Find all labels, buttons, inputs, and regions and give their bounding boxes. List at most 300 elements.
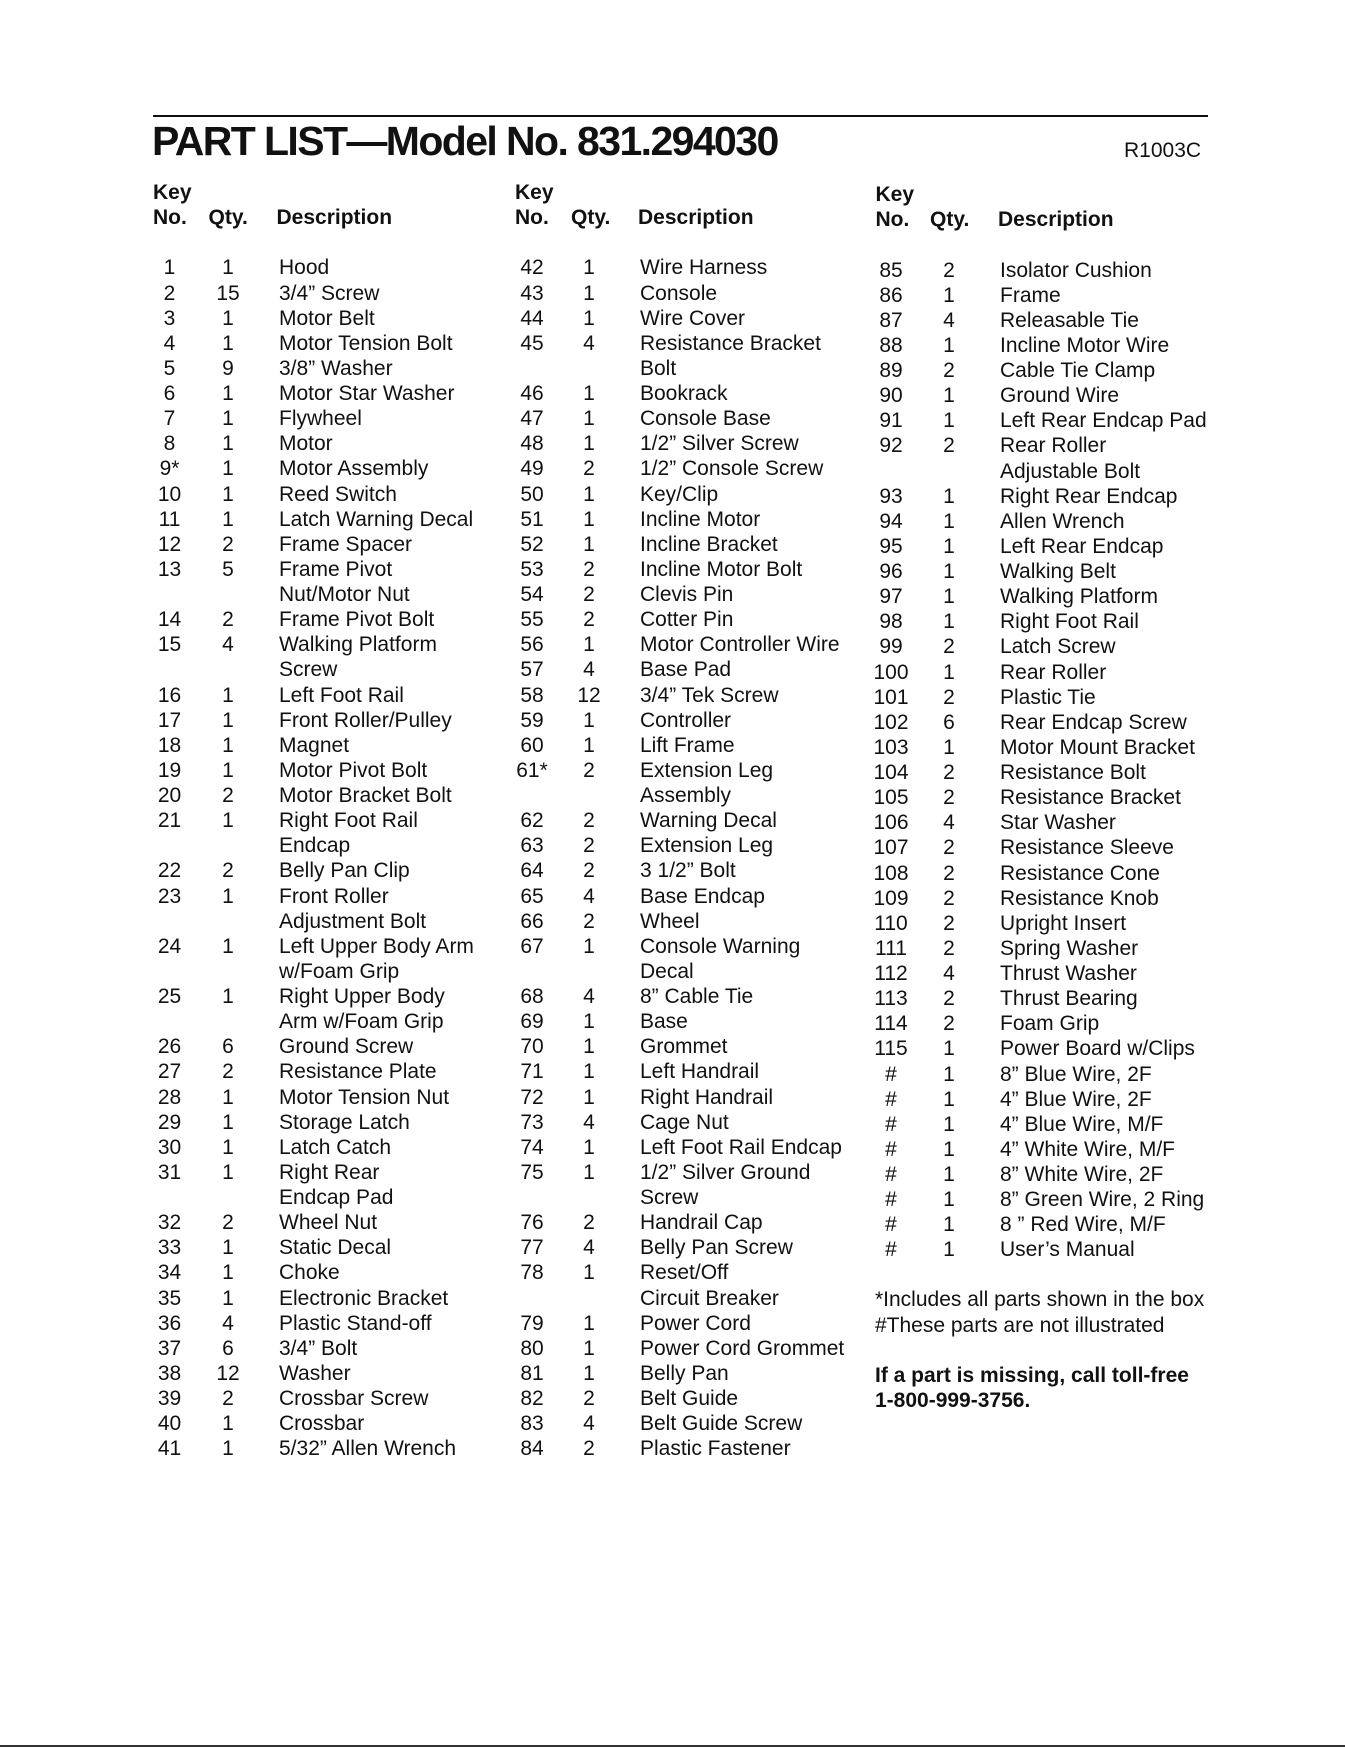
part-row [500,1135,860,1160]
part-quantity: 1 [583,432,595,456]
part-description: Crossbar Screw [279,1387,429,1411]
part-description: Wheel [640,909,700,933]
part-key-number: 32 [157,1211,182,1235]
part-quantity: 4 [943,308,955,332]
part-row [500,657,860,682]
part-row [500,1085,860,1110]
part-description: Incline Bracket [640,532,778,556]
part-description: Belly Pan Clip [279,859,410,883]
part-description: Motor Controller Wire [640,633,840,657]
part-quantity: 1 [583,256,595,280]
part-row [860,1112,1330,1137]
part-key-number: 6 [163,382,176,406]
part-key-number: 54 [520,583,544,607]
column-header-qty: Qty. [571,206,611,229]
part-key-number: 16 [157,683,182,707]
part-key-number: 86 [879,283,903,307]
part-quantity: 1 [583,382,595,406]
part-description: Right Upper Body Arm w/Foam Grip [279,985,445,1034]
part-row [500,1034,860,1059]
part-key-number: 65 [520,884,544,908]
part-row [860,1011,1330,1036]
part-key-number: 93 [879,484,903,508]
part-description: Washer [279,1361,351,1385]
part-key-number: 37 [157,1336,182,1360]
part-key-number: 46 [520,382,544,406]
part-description: Base Endcap [640,884,765,908]
part-description: Hood [279,256,330,280]
part-quantity: 1 [222,1286,234,1310]
part-description: Ground Screw [279,1035,414,1059]
part-description: Star Washer [1000,811,1116,835]
part-quantity: 2 [943,836,955,860]
scan-edge-line [0,1745,1345,1747]
part-description: Warning Decal [640,809,777,833]
part-quantity: 1 [583,1135,595,1159]
part-quantity: 1 [222,1412,234,1436]
part-description: Resistance Bracket [1000,786,1181,810]
part-key-number: 38 [157,1361,182,1385]
part-description: Frame Spacer [279,532,413,556]
part-row [130,507,515,532]
part-key-number: 63 [520,834,544,858]
part-key-number: 115 [874,1037,908,1061]
part-key-number: 34 [157,1261,182,1285]
part-description: Front Roller/Pulley [279,708,452,732]
part-quantity: 1 [943,534,955,558]
part-quantity: 2 [943,911,955,935]
part-description: Foam Grip [1000,1012,1100,1036]
part-row [860,886,1330,911]
part-quantity: 2 [943,886,955,910]
part-key-number: 64 [520,859,544,883]
part-key-number: 94 [879,509,903,533]
part-key-number: 59 [520,708,544,732]
part-row [130,1411,515,1436]
part-description: Motor Star Washer [279,382,455,406]
part-row [130,758,515,783]
part-key-number: 47 [520,407,544,431]
part-quantity: 12 [577,683,601,707]
part-description: Reed Switch [279,482,397,506]
part-quantity: 4 [583,1412,595,1436]
part-key-number: 23 [157,884,182,908]
part-key-number: 42 [520,256,544,280]
part-description: Base Pad [640,658,732,682]
part-key-number: # [885,1087,897,1111]
part-quantity: 4 [943,811,955,835]
part-key-number: 40 [157,1412,182,1436]
part-row [500,507,860,532]
part-row [130,607,515,632]
part-quantity: 4 [583,985,595,1009]
part-quantity: 2 [222,859,234,883]
part-row [860,760,1330,785]
part-quantity: 1 [943,333,955,357]
part-description: Right Rear Endcap Pad [279,1160,394,1210]
part-quantity: 2 [222,1211,234,1235]
part-description: Lift Frame [640,733,735,757]
part-key-number: 35 [157,1286,182,1310]
part-quantity: 1 [222,1085,234,1109]
part-row [500,255,860,280]
part-row [500,1336,860,1361]
part-quantity: 1 [943,1087,955,1111]
part-quantity: 1 [583,281,595,305]
footnote-hash: #These parts are not illustrated [875,1313,1165,1337]
part-row [130,1260,515,1285]
part-key-number: 7 [163,407,176,431]
part-description: Reset/Off Circuit Breaker [640,1261,779,1310]
part-key-number: 49 [520,457,544,481]
part-description: 8” Green Wire, 2 Ring [1000,1188,1205,1212]
part-quantity: 1 [583,1311,595,1335]
part-quantity: 4 [583,1110,595,1134]
part-description: Ground Wire [1000,384,1120,408]
part-key-number: 84 [520,1437,544,1461]
part-key-number: 91 [879,409,903,433]
part-quantity: 1 [222,407,234,431]
part-key-number: 18 [157,733,182,757]
part-row [860,660,1330,685]
part-row [860,258,1330,283]
part-key-number: 87 [879,308,903,332]
part-row [860,1062,1330,1087]
part-quantity: 1 [583,507,595,531]
part-quantity: 2 [583,758,595,782]
part-key-number: 62 [520,809,544,833]
part-key-number: 100 [873,660,909,684]
part-row [860,936,1330,961]
part-description: Power Cord Grommet [640,1336,845,1360]
part-description: Rear Endcap Screw [1000,710,1187,734]
part-row [500,1110,860,1135]
part-row [130,532,515,557]
column-header-qty: Qty. [930,208,970,232]
part-row [860,484,1330,509]
part-key-number: 114 [874,1012,908,1036]
part-key-number: 88 [879,333,903,357]
part-quantity: 1 [222,733,234,757]
part-description: Motor Bracket Bolt [279,784,452,808]
part-description: 3/4” Tek Screw [640,683,779,707]
part-description: Bookrack [640,382,728,406]
part-quantity: 2 [943,1012,955,1036]
part-row [500,1009,860,1034]
part-description: Belly Pan [640,1361,729,1385]
part-quantity: 2 [583,834,595,858]
part-quantity: 1 [583,1060,595,1084]
part-description: 1/2” Console Screw [640,457,824,481]
part-description: 3/4” Bolt [279,1336,358,1360]
part-key-number: 75 [520,1160,544,1184]
part-quantity: 1 [943,1137,955,1161]
part-quantity: 2 [583,583,595,607]
part-quantity: 2 [222,1060,234,1084]
part-key-number: 106 [873,811,909,835]
part-row [860,685,1330,710]
part-quantity: 1 [222,985,234,1009]
part-quantity: 1 [943,1037,955,1061]
part-description: Storage Latch [279,1110,410,1134]
part-quantity: 2 [943,635,955,659]
column-header-description: Description [276,206,393,229]
part-quantity: 2 [222,608,234,632]
part-row [860,1212,1330,1237]
part-quantity: 6 [943,710,955,734]
part-key-number: 112 [874,962,908,985]
part-quantity: 1 [943,283,955,307]
part-row [500,1311,860,1336]
part-description: 1/2” Silver Ground Screw [640,1160,811,1210]
part-row [500,557,860,582]
part-row [860,861,1330,886]
part-row [500,381,860,406]
part-description: 4” Blue Wire, M/F [1000,1112,1164,1136]
part-description: Right Foot Rail Endcap [279,809,418,858]
part-row [860,534,1330,559]
part-key-number: 29 [157,1110,182,1134]
part-description: Plastic Tie [1000,685,1096,709]
part-description: Magnet [279,733,350,757]
column-header-description: Description [638,206,754,229]
part-quantity: 1 [222,382,234,406]
part-key-number: 70 [520,1035,544,1059]
part-quantity: 1 [222,331,234,355]
part-key-number: 57 [520,658,544,682]
part-description: Incline Motor [640,507,761,531]
part-quantity: 1 [222,1135,234,1159]
part-key-number: 108 [873,861,909,885]
part-row [500,582,860,607]
part-row [500,456,860,481]
part-key-number: 61* [516,758,548,782]
part-key-number: 69 [520,1010,544,1034]
part-row [130,1286,515,1311]
part-quantity: 1 [222,457,234,481]
part-quantity: 1 [583,1010,595,1034]
part-key-number: 28 [157,1085,182,1109]
part-quantity: 1 [943,1188,955,1212]
part-key-number: 25 [157,985,182,1009]
part-description: Wire Cover [640,306,746,330]
part-description: 4” White Wire, M/F [1000,1137,1176,1161]
part-description: Front Roller Adjustment Bolt [279,884,427,933]
part-quantity: 2 [222,1387,234,1411]
part-description: Rear Roller Adjustable Bolt [1000,434,1141,483]
part-row [130,1311,515,1336]
part-row [860,1237,1330,1262]
title-rule [153,115,1208,117]
part-quantity: 1 [583,1361,595,1385]
part-quantity: 1 [583,1336,595,1360]
part-key-number: 80 [520,1336,544,1360]
part-quantity: 1 [943,1163,955,1186]
part-key-number: 79 [520,1311,544,1335]
part-row [860,1137,1330,1162]
part-key-number: 39 [157,1387,182,1411]
part-description: Grommet [640,1035,728,1059]
part-description: Belly Pan Screw [640,1236,793,1260]
part-key-number: 89 [879,359,903,382]
part-description: Belt Guide Screw [640,1412,803,1436]
part-quantity: 2 [222,532,234,556]
part-row [500,482,860,507]
part-quantity: 4 [583,1236,595,1260]
part-row [860,810,1330,835]
part-row [500,306,860,331]
part-description: Plastic Fastener [640,1437,791,1461]
part-description: Left Upper Body Arm w/Foam Grip [279,934,474,983]
part-row [130,1160,515,1210]
part-row [130,482,515,507]
part-key-number: 90 [879,384,903,408]
part-row [130,934,515,984]
part-row [860,408,1330,433]
part-key-number: 74 [520,1135,544,1159]
part-quantity: 1 [943,409,955,433]
part-key-number: 20 [157,784,182,808]
part-key-number: 99 [879,635,903,659]
part-row [500,733,860,758]
part-description: Frame Pivot Nut/Motor Nut [279,557,410,607]
part-key-number: 82 [520,1387,544,1411]
part-row [130,406,515,431]
part-description: 8” Cable Tie [640,985,754,1009]
part-key-number: 51 [520,507,544,531]
part-row [860,609,1330,634]
part-key-number: 78 [520,1261,544,1285]
part-description: Motor Assembly [279,457,429,481]
part-description: Motor Tension Bolt [279,331,453,355]
part-row [130,306,515,331]
part-quantity: 2 [583,809,595,833]
part-quantity: 1 [222,432,234,456]
part-key-number: 45 [520,331,544,355]
part-key-number: 31 [157,1160,182,1184]
part-row [860,785,1330,810]
part-key-number: 103 [873,735,909,759]
part-description: 3/8” Washer [279,356,393,380]
part-quantity: 1 [583,306,595,330]
part-description: 3 1/2” Bolt [640,859,736,883]
part-row [130,1034,515,1059]
part-row [860,433,1330,483]
part-key-number: 2 [163,281,176,305]
part-key-number: 105 [873,786,909,810]
part-quantity: 1 [583,1261,595,1285]
part-key-number: 98 [879,610,903,634]
part-quantity: 1 [222,884,234,908]
part-key-number: 4 [163,331,176,355]
part-quantity: 2 [583,1211,595,1235]
part-description: Console Base [640,407,771,431]
part-quantity: 1 [943,1238,955,1262]
part-description: Allen Wrench [1000,509,1125,533]
part-description: Left Foot Rail [279,683,404,707]
part-quantity: 2 [943,359,955,382]
part-key-number: 9* [159,457,180,481]
part-key-number: 76 [520,1211,544,1235]
part-quantity: 1 [222,507,234,531]
part-row [130,708,515,733]
part-quantity: 1 [943,1062,955,1086]
part-quantity: 4 [583,658,595,682]
part-description: Right Handrail [640,1085,774,1109]
part-description: Left Rear Endcap Pad [1000,409,1207,433]
part-description: Resistance Knob [1000,886,1159,910]
part-description: Resistance Sleeve [1000,836,1174,860]
part-quantity: 1 [583,733,595,757]
part-description: Walking Platform Screw [279,633,437,682]
part-row [500,431,860,456]
part-row [130,1110,515,1135]
part-row [130,632,515,682]
part-key-number: 71 [520,1060,544,1084]
part-quantity: 2 [943,786,955,810]
part-key-number: # [885,1163,897,1186]
part-description: Wire Harness [640,256,768,280]
part-description: Resistance Plate [279,1060,437,1084]
part-key-number: 13 [157,557,182,581]
part-key-number: 107 [873,836,909,860]
part-quantity: 1 [222,934,234,958]
part-quantity: 1 [583,708,595,732]
part-key-number: 15 [157,633,182,657]
part-row [860,1187,1330,1212]
part-description: Latch Screw [1000,635,1116,659]
column-header-no: No. [875,208,910,232]
part-quantity: 1 [583,1085,595,1109]
part-key-number: 19 [157,758,182,782]
part-row [130,1336,515,1361]
part-key-number: 81 [520,1361,544,1385]
part-quantity: 2 [583,1437,595,1461]
document-code: R1003C [1124,139,1202,162]
column-header-description: Description [998,208,1114,232]
part-row [130,1085,515,1110]
part-description: Right Rear Endcap [1000,484,1178,508]
part-quantity: 1 [222,1110,234,1134]
column-header-qty: Qty. [208,206,248,229]
part-description: Motor Belt [279,306,375,330]
part-row [130,331,515,356]
part-quantity: 2 [583,1387,595,1411]
part-description: Cage Nut [640,1110,729,1134]
part-description: Crossbar [279,1412,365,1436]
part-description: Frame Pivot Bolt [279,608,435,632]
part-row [130,1235,515,1260]
part-description: Console Warning Decal [640,934,801,983]
part-description: Cable Tie Clamp [1000,359,1156,382]
part-key-number: 5 [163,356,176,380]
part-key-number: # [885,1188,897,1212]
part-description: Walking Platform [1000,585,1158,609]
column-header-key: Key [153,180,192,204]
part-row [500,758,860,808]
part-key-number: 95 [879,534,903,558]
part-row [860,634,1330,659]
part-quantity: 1 [583,532,595,556]
part-quantity: 1 [943,384,955,408]
part-key-number: 43 [520,281,544,305]
part-description: Static Decal [279,1236,392,1260]
part-description: Rear Roller [1000,660,1107,684]
part-row [860,509,1330,534]
part-quantity: 1 [222,482,234,506]
part-description: Left Handrail [640,1060,760,1084]
part-description: Walking Belt [1000,560,1116,583]
